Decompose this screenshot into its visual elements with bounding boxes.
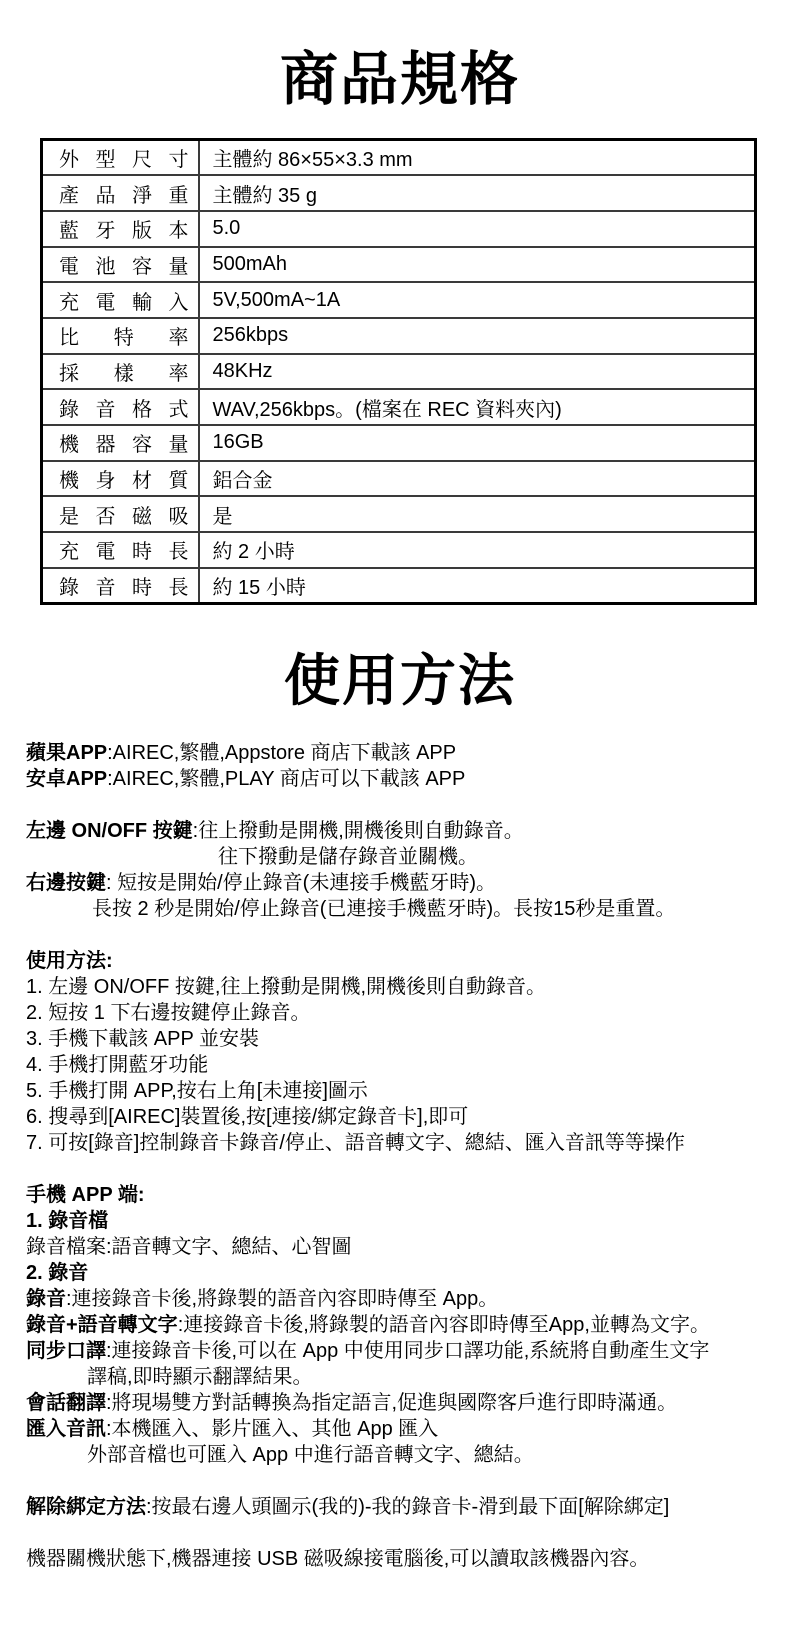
spec-value: 鋁合金: [199, 461, 756, 497]
android-app-text: :AIREC,繁體,PLAY 商店可以下載該 APP: [107, 767, 466, 790]
table-row: [42, 247, 756, 283]
table-row: [42, 532, 756, 568]
spec-value: 256kbps: [199, 318, 756, 354]
step-item-5: 5. 手機打開 APP,按右上角[未連接]圖示: [26, 1079, 368, 1102]
phone-line-text: 譯稿,即時顯示翻譯結果。: [87, 1365, 313, 1388]
spec-label: 產品淨重: [42, 175, 199, 211]
phone-line-import-audio2: [26, 1442, 800, 1468]
spec-value: 主體約 35 g: [199, 175, 756, 211]
phone-line-text: :連接錄音卡後,可以在 App 中使用同步口譯功能,系統將自動產生文字: [106, 1339, 710, 1362]
spec-value: 主體約 86×55×3.3 mm: [199, 140, 756, 176]
table-row: [42, 140, 756, 176]
spec-label: 錄音格式: [42, 389, 199, 425]
onoff-button-text: :往上撥動是開機,開機後則自動錄音。: [192, 819, 524, 842]
spacer: [26, 1520, 800, 1546]
phone-line-label: 會話翻譯: [26, 1391, 106, 1414]
phone-line-label: 錄音: [26, 1287, 66, 1310]
phone-line-recording-file: [26, 1208, 800, 1234]
spec-label: 外型尺寸: [42, 140, 199, 176]
spacer: [26, 792, 800, 818]
right-button-text2: 長按 2 秒是開始/停止錄音(已連接手機藍牙時)。長按15秒是重置。: [92, 897, 676, 920]
spec-label: 比特率: [42, 318, 199, 354]
spec-value: 是: [199, 496, 756, 532]
phone-line-label: 匯入音訊: [26, 1417, 106, 1440]
phone-line-import-audio: [26, 1416, 800, 1442]
onoff-button-line2: [26, 844, 800, 870]
onoff-button-label: 左邊 ON/OFF 按鍵: [26, 819, 193, 842]
phone-line-text: :連接錄音卡後,將錄製的語音內容即時傳至App,並轉為文字。: [177, 1313, 710, 1336]
phone-line-label: 2. 錄音: [26, 1261, 89, 1284]
spec-value: WAV,256kbps。(檔案在 REC 資料夾內): [199, 389, 756, 425]
phone-line-sync-interpret: [26, 1338, 800, 1364]
spacer: [26, 1468, 800, 1494]
spec-label: 電池容量: [42, 247, 199, 283]
spec-label: 充電輸入: [42, 282, 199, 318]
unbind-line: [26, 1494, 800, 1520]
phone-line-sync-interpret2: [26, 1364, 800, 1390]
usage-text: [26, 740, 800, 1572]
phone-line-label: 同步口譯: [26, 1339, 106, 1362]
phone-line-text: :連接錄音卡後,將錄製的語音內容即時傳至 App。: [66, 1287, 499, 1310]
spec-value: 48KHz: [199, 354, 756, 390]
phone-line-label: 1. 錄音檔: [26, 1209, 109, 1232]
spec-value: 5.0: [199, 211, 756, 247]
usage-section-title: 使用方法: [284, 648, 516, 712]
phone-line-text: 外部音檔也可匯入 App 中進行語音轉文字、總結。: [87, 1443, 534, 1466]
spec-label: 機身材質: [42, 461, 199, 497]
table-row: [42, 211, 756, 247]
spec-value: 5V,500mA~1A: [199, 282, 756, 318]
step-item-2: 2. 短按 1 下右邊按鍵停止錄音。: [26, 1001, 311, 1024]
spec-value: 約 15 小時: [199, 568, 756, 604]
table-row: [42, 389, 756, 425]
table-row: [42, 318, 756, 354]
right-button-label: 右邊按鍵: [26, 871, 106, 894]
phone-line-text: 錄音檔案:語音轉文字、總結、心智圖: [26, 1235, 352, 1258]
spec-table: [40, 138, 757, 605]
spec-label: 採樣率: [42, 354, 199, 390]
spec-value: 約 2 小時: [199, 532, 756, 568]
step-item-6: 6. 搜尋到[AIREC]裝置後,按[連接/綁定錄音卡],即可: [26, 1105, 469, 1128]
table-row: [42, 496, 756, 532]
phone-line-text: :本機匯入、影片匯入、其他 App 匯入: [106, 1417, 439, 1440]
onoff-button-line: [26, 818, 800, 844]
phone-line-file-features: [26, 1234, 800, 1260]
table-row: [42, 354, 756, 390]
spec-label: 錄音時長: [42, 568, 199, 604]
spec-section-title: 商品規格: [279, 47, 520, 112]
table-row: [42, 425, 756, 461]
spec-label: 是否磁吸: [42, 496, 199, 532]
phone-line-record: [26, 1286, 800, 1312]
spacer: [26, 1156, 800, 1182]
onoff-button-text2: 往下撥動是儲存錄音並關機。: [218, 845, 478, 868]
phone-app-heading: 手機 APP 端:: [26, 1183, 145, 1206]
right-button-line: [26, 870, 800, 896]
android-app-label: 安卓APP: [26, 767, 108, 790]
phone-line-dialog-translate: [26, 1390, 800, 1416]
spec-value: 16GB: [199, 425, 756, 461]
usb-footer-line: 機器關機狀態下,機器連接 USB 磁吸線接電腦後,可以讀取該機器內容。: [26, 1547, 650, 1570]
step-item-7: 7. 可按[錄音]控制錄音卡錄音/停止、語音轉文字、總結、匯入音訊等等操作: [26, 1131, 685, 1154]
step-item-1: 1. 左邊 ON/OFF 按鍵,往上撥動是開機,開機後則自動錄音。: [26, 975, 547, 998]
apple-app-label: 蘋果APP: [26, 741, 108, 764]
unbind-text: :按最右邊人頭圖示(我的)-我的錄音卡-滑到最下面[解除綁定]: [146, 1495, 670, 1518]
phone-line-text: :將現場雙方對話轉換為指定語言,促進與國際客戶進行即時滿通。: [106, 1391, 678, 1414]
right-button-line2: [26, 896, 800, 922]
phone-line-record-to-text: [26, 1312, 800, 1338]
phone-line-label: 錄音+語音轉文字: [26, 1313, 178, 1336]
step-item-4: 4. 手機打開藍牙功能: [26, 1053, 209, 1076]
unbind-label: 解除綁定方法: [26, 1495, 146, 1518]
android-app-line: [26, 766, 800, 792]
table-row: [42, 282, 756, 318]
apple-app-text: :AIREC,繁體,Appstore 商店下載該 APP: [107, 741, 457, 764]
right-button-text: : 短按是開始/停止錄音(未連接手機藍牙時)。: [106, 871, 496, 894]
spec-value: 500mAh: [199, 247, 756, 283]
phone-line-record-heading: [26, 1260, 800, 1286]
table-row: [42, 461, 756, 497]
apple-app-line: [26, 740, 800, 766]
step-item-3: 3. 手機下載該 APP 並安裝: [26, 1027, 260, 1050]
table-row: [42, 175, 756, 211]
spacer: [26, 922, 800, 948]
spec-label: 藍牙版本: [42, 211, 199, 247]
steps-heading: 使用方法:: [26, 949, 113, 972]
table-row: [42, 568, 756, 604]
spec-label: 機器容量: [42, 425, 199, 461]
spec-label: 充電時長: [42, 532, 199, 568]
